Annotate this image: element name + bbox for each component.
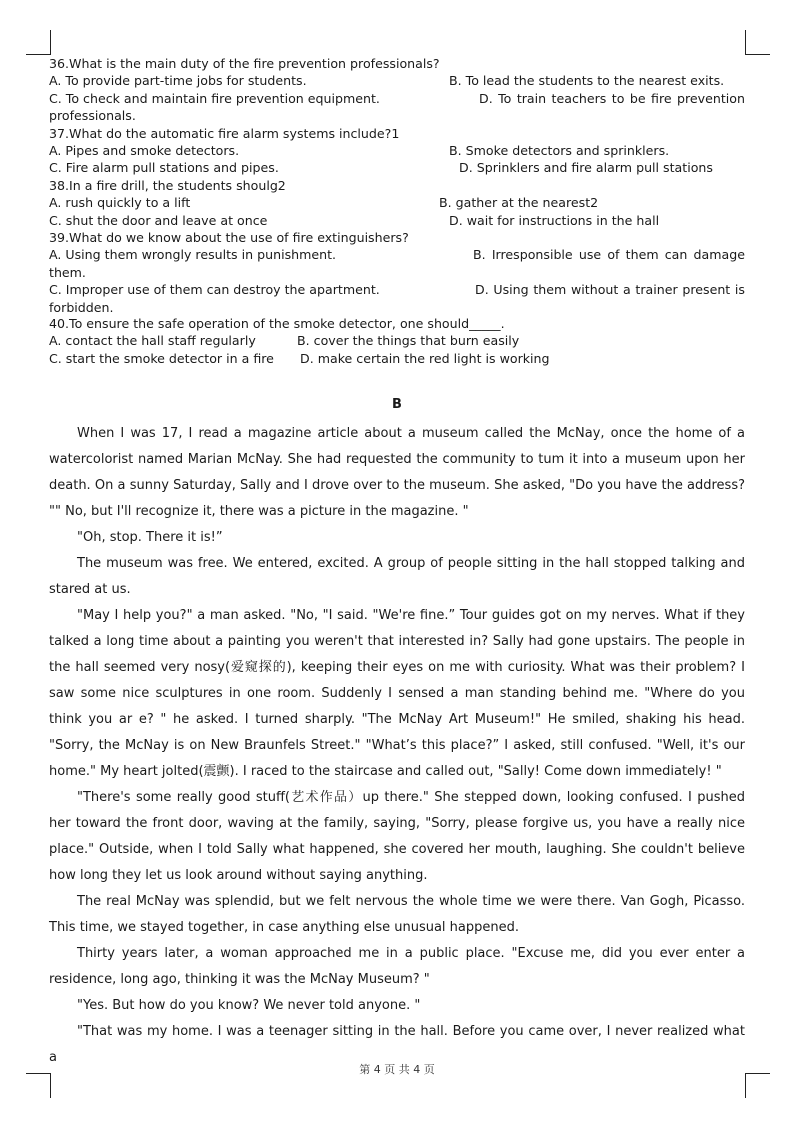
paragraph: "Yes. But how do you know? We never told anyone. " — [77, 998, 421, 1013]
option-a: A. rush quickly to a lift — [49, 195, 191, 211]
question-stem: 40.To ensure the safe operation of the smoke detector, one should_____. — [49, 316, 505, 331]
option-c: C. Improper use of them can destroy the apartment. — [49, 282, 380, 298]
paragraph: The museum was free. We entered, excited. A group of people sitting in the hall stopped talking and stared at us. — [49, 556, 745, 597]
question-stem: 38.In a fire drill, the students shoulg2 — [49, 177, 286, 193]
question-40 — [49, 315, 745, 367]
paragraph: When I was 17, I read a magazine article about a museum called the McNay, once the home of a watercolorist named Marian McNay. She had requested the community to tum it into a museum upon her death. On a sunny Saturday, Sally and I drove over to the museum. She asked, "Do you have the address? "" No, but I'll recognize it, there was a picture in the magazine. " — [49, 426, 745, 519]
option-b: B. Irresponsible use of them can damage them. — [49, 247, 745, 280]
crop-mark-top-left — [26, 30, 51, 55]
option-d: D. make certain the red light is working — [300, 350, 550, 366]
option-a: A. Using them wrongly results in punishment. — [49, 247, 337, 263]
paragraph: "There's some really good stuff(艺术作品）up there." She stepped down, looking confused. I pushed her toward the front door, waving at the family, saying, "Sorry, please forgive us, you have a really nice place." Outside, when I told Sally what happened, she covered her mouth, laughing. She couldn't believe how long they let us look around without saying anything. — [49, 790, 745, 883]
reading-passage — [49, 421, 745, 1071]
option-b: B. To lead the students to the nearest exits. — [449, 73, 725, 89]
option-c: C. Fire alarm pull stations and pipes. — [49, 160, 279, 176]
question-39 — [49, 229, 745, 316]
question-38 — [49, 177, 745, 229]
paragraph: "May I help you?" a man asked. "No, "I said. "We're fine.” Tour guides got on my nerves. What if they talked a long time about a painting you weren't that interested in? Sally had gone upstairs. The people in the hall seemed very nosy(爱窥探的), keeping their eyes on me with curiosity. What was their problem? I saw some nice sculptures in one room. Suddenly I sensed a man standing behind me. "Where do you think you ar e? " he asked. I turned sharply. "The McNay Art Museum!" He smiled, shaking his head. "Sorry, the McNay is on New Braunfels Street." "What’s this place?” I asked, still confused. "Well, it's our home." My heart jolted(震颤). I raced to the staircase and called out, "Sally! Come down immediately! " — [49, 608, 745, 779]
question-36 — [49, 55, 745, 124]
section-title: B — [392, 397, 402, 412]
option-d: D. To train teachers to be fire prevention professionals. — [49, 90, 745, 124]
paragraph: "Oh, stop. There it is!” — [77, 530, 223, 545]
question-37 — [49, 125, 745, 177]
option-d: D. wait for instructions in the hall — [449, 212, 660, 228]
page-number: 第 4 页 共 4 页 — [359, 1063, 435, 1076]
option-b: B. gather at the nearest2 — [439, 195, 599, 211]
option-c: C. shut the door and leave at once — [49, 212, 268, 228]
option-b: B. Smoke detectors and sprinklers. — [449, 142, 670, 158]
option-d: D. Using them without a trainer present is forbidden. — [49, 282, 745, 315]
crop-mark-top-right — [745, 30, 770, 55]
option-c: C. To check and maintain fire prevention equipment. — [49, 90, 380, 106]
option-a: A. contact the hall staff regularly — [49, 333, 256, 349]
question-stem: 36.What is the main duty of the fire prevention professionals? — [49, 56, 440, 71]
paragraph: Thirty years later, a woman approached me in a public place. "Excuse me, did you ever enter a residence, long ago, thinking it was the McNay Museum? " — [49, 946, 745, 987]
paragraph: The real McNay was splendid, but we felt nervous the whole time we were there. Van Gogh, Picasso. This time, we stayed together, in case anything else unusual happened. — [49, 894, 745, 935]
question-stem: 37.What do the automatic fire alarm systems include?1 — [49, 125, 400, 141]
option-d: D. Sprinklers and fire alarm pull stations — [459, 160, 713, 176]
option-a: A. Pipes and smoke detectors. — [49, 142, 240, 158]
option-c: C. start the smoke detector in a fire — [49, 350, 274, 366]
option-b: B. cover the things that burn easily — [297, 333, 520, 349]
paragraph: "That was my home. I was a teenager sitting in the hall. Before you came over, I never realized what a — [49, 1024, 745, 1065]
option-a: A. To provide part-time jobs for students. — [49, 73, 307, 89]
question-stem: 39.What do we know about the use of fire extinguishers? — [49, 230, 409, 245]
